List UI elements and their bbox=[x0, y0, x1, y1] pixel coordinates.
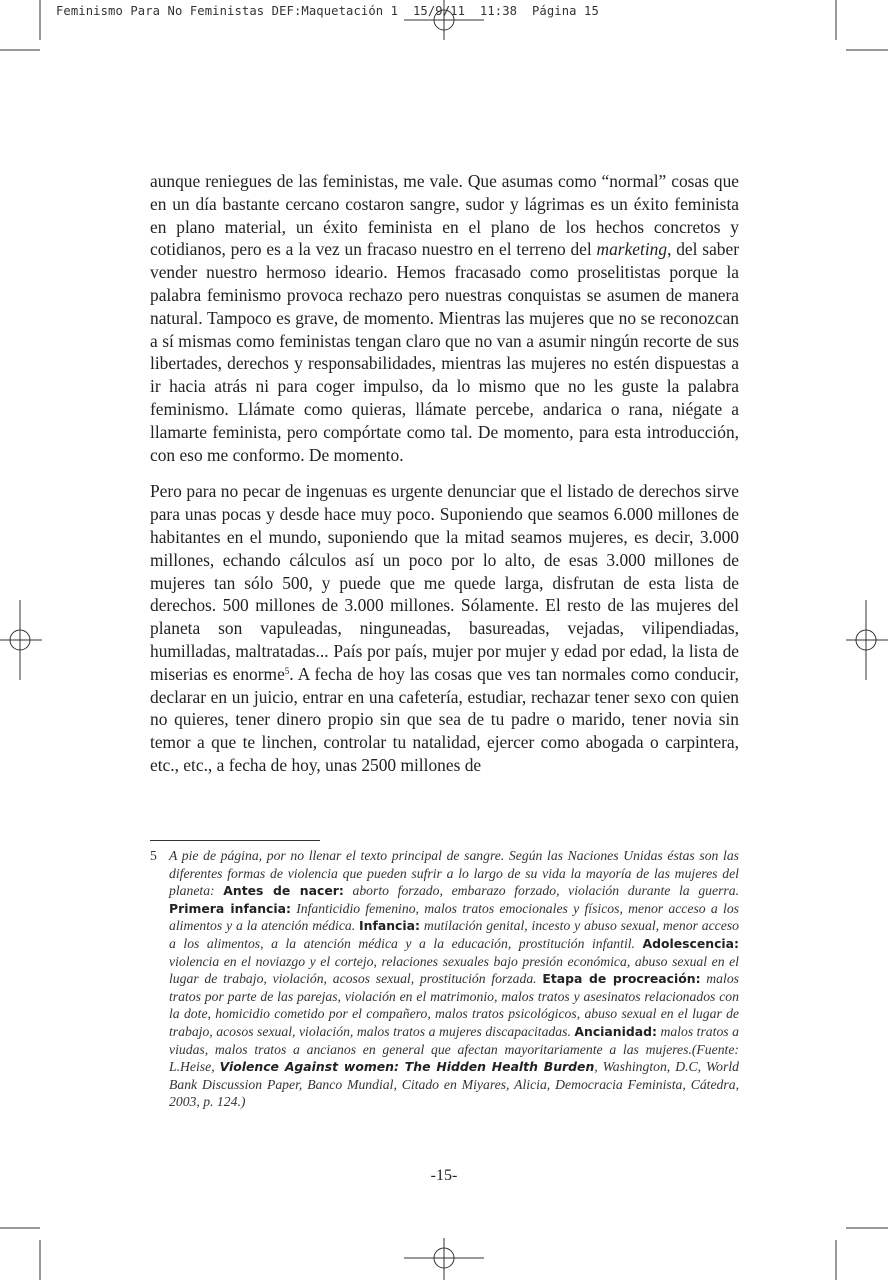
footnote bbox=[150, 847, 739, 1111]
footnote-heading: Ancianidad: bbox=[574, 1023, 657, 1039]
footnote-text: aborto forzado, embarazo forzado, violación durante la guerra. bbox=[343, 883, 740, 899]
footnote-text: violencia en el noviazgo y el cortejo, relaciones sexuales bajo presión económica, abuso sexual en el lugar de trabajo, violación, acosos sexual, prostitución forzada. bbox=[169, 953, 739, 987]
footnote-heading: Antes de nacer: bbox=[223, 883, 344, 899]
registration-mark-left bbox=[0, 600, 42, 680]
registration-mark-right bbox=[846, 600, 888, 680]
footnote-text: malos tratos a viudas, malos tratos a ancianos en general que afectan mayoritariamente a las mujeres.(Fuente: L.Heise, bbox=[169, 1023, 739, 1075]
footnote-text: , Washington, D.C, World Bank Discussion Paper, Banco Mundial, Citado en Miyares, Alicia, Democracia Feminista, Cátedra, 2003, p. 124.) bbox=[169, 1059, 739, 1110]
footnote-text: Infanticidio femenino, malos tratos emocionales y físicos, menor acceso a los alimentos y a la atención médica. bbox=[169, 900, 739, 934]
paragraph-2-text-b: . A fecha de hoy las cosas que ves tan normales como conducir, declarar en un juicio, entrar en una cafetería, estudiar, rechazar tener sexo con quien no quieres, tener dinero propio sin que sea de tu padre o marido, tener novia sin temor a que te linchen, controlar tu natalidad, ejercer como abogada o carpintera, etc., etc., a fecha de hoy, unas 2500 millones de bbox=[150, 663, 739, 775]
paragraph-1-text-a: aunque reniegues de las feministas, me vale. Que asumas como “normal” cosas que en un día bastante cercano costaron sangre, sudor y lágrimas es un éxito feminista en plano material, un éxito feminista en el plano de los hechos concretos y cotidianos, pero es a la vez un fracaso nuestro en el terreno del bbox=[150, 171, 739, 260]
registration-mark-bottom bbox=[404, 1238, 484, 1280]
footnote-heading: Primera infancia: bbox=[169, 900, 291, 916]
footnote-heading: Infancia: bbox=[359, 918, 420, 934]
paragraph-1-text-b: , del saber vender nuestro hermoso ideario. Hemos fracasado como proselitistas porque la palabra feminismo provoca rechazo pero nuestras conquistas se asumen de manera natural. Tampoco es grave, de momento. Mientras las mujeres que no se reconozcan a sí mismas como feministas tengan claro que no van a asumir ningún recorte de sus libertades, derechos y responsabilidades, mientras las mujeres no estén dispuestas a ir hacia atrás ni para coger impulso, da lo mismo que no les guste la palabra feminismo. Llámate como quieras, llámate percebe, andarica o rana, niégate a llamarte feminista, pero compórtate como tal. De momento, para esta introducción, con eso me conformo. De momento. bbox=[150, 239, 739, 465]
print-slug: Feminismo Para No Feministas DEF:Maquetación 1 15/9/11 11:38 Página 15 bbox=[56, 4, 599, 18]
paragraph-1 bbox=[150, 170, 739, 466]
main-text bbox=[150, 170, 739, 777]
footnote-number: 5 bbox=[150, 848, 157, 863]
paragraph-2-text-a: Pero para no pecar de ingenuas es urgente denunciar que el listado de derechos sirve para unas pocas y desde hace muy poco. Suponiendo que seamos 6.000 millones de habitantes en el mundo, suponiendo que la mitad seamos mujeres, es decir, 3.000 millones, echando cálculos así un poco por lo alto, de esas 3.000 millones de mujeres tan sólo 500, y puede que me quede larga, disfrutan de esta lista de derechos. 500 millones de 3.000 millones. Sólamente. El resto de las mujeres del planeta son vapuleadas, ninguneadas, basureadas, vejadas, vilipendiadas, humilladas, maltratadas... País por país, mujer por mujer y edad por edad, la lista de miserias es enorme bbox=[150, 481, 739, 684]
marketing-italic: marketing bbox=[596, 239, 668, 260]
footnote-heading: Adolescencia: bbox=[642, 935, 739, 951]
footnote-source-title: Violence Against women: The Hidden Health Burden bbox=[219, 1059, 595, 1075]
footnote-body bbox=[169, 847, 739, 1111]
page-number: -15- bbox=[430, 1167, 458, 1184]
registration-mark-top bbox=[404, 0, 484, 40]
footnote-heading: Etapa de procreación: bbox=[542, 971, 701, 987]
footnote-text: A pie de página, por no llenar el texto principal de sangre. Según las Naciones Unidas éstas son las diferentes formas de violencia que pueden sufrir a lo largo de su vida la mayoría de las mujeres del planeta: bbox=[169, 848, 739, 899]
footnote-reference: 5 bbox=[284, 665, 290, 676]
footnote-rule bbox=[150, 840, 320, 841]
footnote-text: mutilación genital, incesto y abuso sexual, menor acceso a los alimentos, a la atención médica y a la educación, prostitución infantil. bbox=[169, 918, 739, 951]
paragraph-2 bbox=[150, 480, 739, 776]
footnote-text: malos tratos por parte de las parejas, violación en el matrimonio, malos tratos y asesinatos relacionados con la dote, homicidio cometido por el compañero, malos tratos psicológicos, abuso sexual en el lugar de trabajo, acosos sexual, violación, malos tratos a mujeres discapacitadas. bbox=[169, 971, 739, 1039]
